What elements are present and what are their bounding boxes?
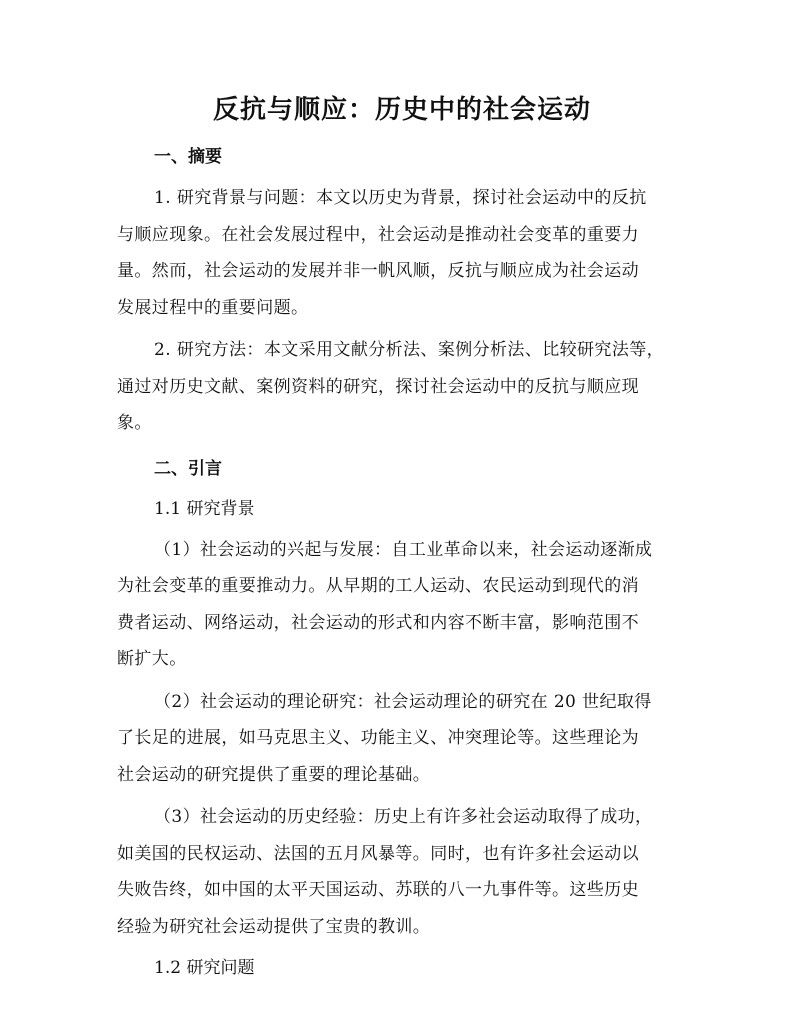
- document-title: 反抗与顺应：历史中的社会运动: [212, 95, 591, 125]
- paragraph-line: （1）社会运动的兴起与发展：自工业革命以来，社会运动逐渐成: [154, 539, 653, 560]
- paragraph-theory-research: [117, 684, 687, 794]
- paragraph-line: 断扩大。: [117, 649, 187, 669]
- paragraph-line: 为社会变革的重要推动力。从早期的工人运动、农民运动到现代的消: [117, 576, 639, 596]
- section-heading-introduction: 二、引言: [154, 458, 222, 479]
- paragraph-line: 失败告终，如中国的太平天国运动、苏联的八一九事件等。这些历史: [117, 880, 639, 900]
- paragraph-rise-of-movements: [117, 532, 687, 678]
- paragraph-line: 社会运动的研究提供了重要的理论基础。: [117, 764, 431, 785]
- paragraph-line: 发展过程中的重要问题。: [117, 297, 309, 318]
- paragraph-line: 了长足的进展，如马克思主义、功能主义、冲突理论等。这些理论为: [117, 728, 639, 748]
- paragraph-line: 费者运动、网络运动，社会运动的形式和内容不断丰富，影响范围不: [117, 612, 639, 633]
- paragraph-research-method: [117, 332, 687, 442]
- paragraph-line: 2. 研究方法：本文采用文献分析法、案例分析法、比较研究法等，: [154, 340, 665, 360]
- paragraph-line: 与顺应现象。在社会发展过程中，社会运动是推动社会变革的重要力: [117, 224, 639, 245]
- subheading-research-questions: 1.2 研究问题: [154, 958, 255, 978]
- paragraph-line: 经验为研究社会运动提供了宝贵的教训。: [117, 916, 431, 937]
- paragraph-line: 1. 研究背景与问题：本文以历史为背景，探讨社会运动中的反抗: [154, 188, 647, 208]
- paragraph-historical-experience: [117, 799, 687, 945]
- section-heading-abstract: 一、摘要: [154, 147, 222, 167]
- paragraph-research-background: [117, 180, 687, 326]
- paragraph-line: （3）社会运动的历史经验：历史上有许多社会运动取得了成功，: [154, 807, 653, 827]
- paragraph-line: （2）社会运动的理论研究：社会运动理论的研究在 20 世纪取得: [154, 691, 652, 712]
- paragraph-line: 通过对历史文献、案例资料的研究，探讨社会运动中的反抗与顺应现: [117, 376, 639, 397]
- paragraph-line: 量。然而，社会运动的发展并非一帆风顺，反抗与顺应成为社会运动: [117, 261, 639, 281]
- paragraph-line: 如美国的民权运动、法国的五月风暴等。同时，也有许多社会运动以: [117, 843, 639, 864]
- paragraph-line: 象。: [117, 413, 152, 433]
- subheading-research-background: 1.1 研究背景: [154, 498, 255, 519]
- document-page: [117, 0, 687, 985]
